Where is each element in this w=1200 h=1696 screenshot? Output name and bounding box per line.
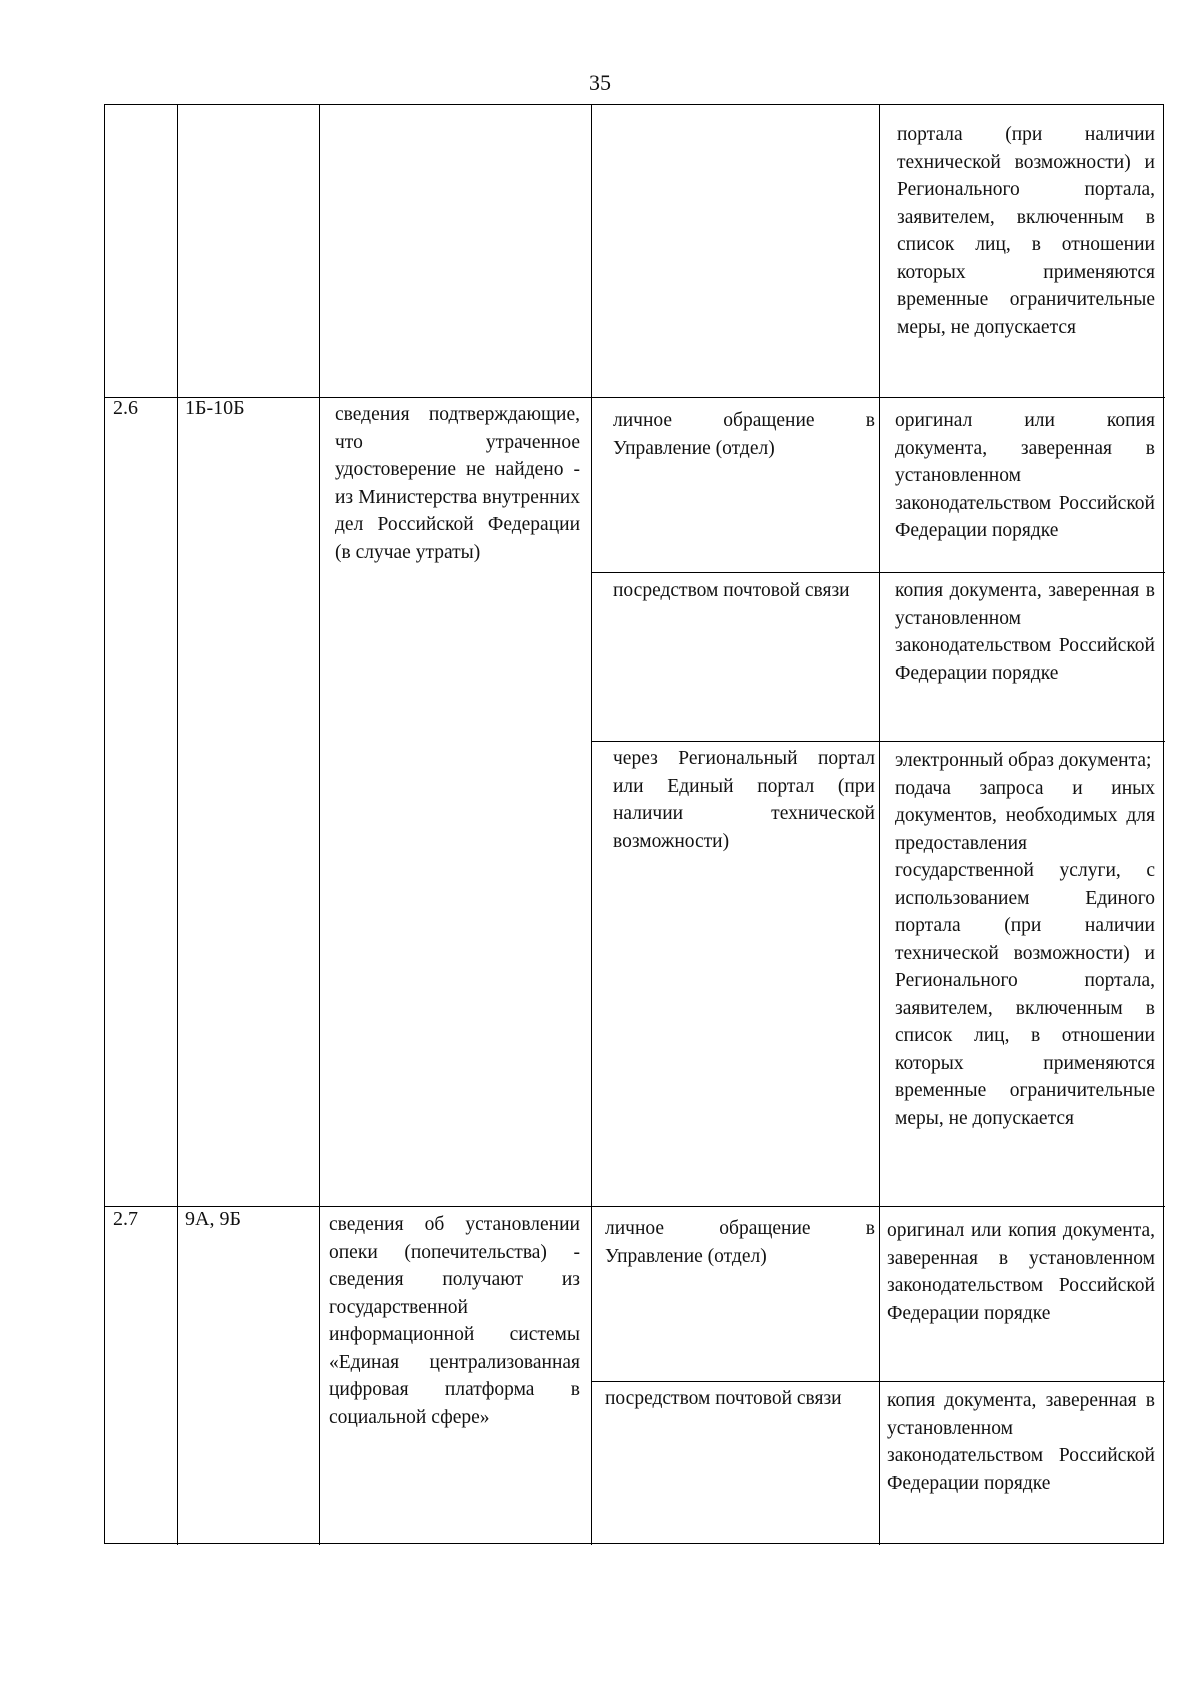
- table-cell-method: посредством почтовой связи: [605, 1388, 842, 1409]
- table-cell-method: через Региональный портал или Единый портал (при наличии технической возможности): [613, 748, 875, 852]
- document-code: 9А, 9Б: [185, 1208, 241, 1230]
- requirements-table: [104, 104, 1164, 1544]
- table-cell-info: сведения об установлении опеки (попечительства) - сведения получают из государственной информационной системы «Единая централизованная цифровая платформа в социальной сфере»: [329, 1214, 580, 1428]
- row-number: 2.6: [113, 397, 138, 419]
- table-cell-form: копия документа, заверенная в установленном законодательством Российской Федерации порядке: [887, 1390, 1155, 1494]
- table-cell-form: оригинал или копия документа, заверенная в установленном законодательством Российской Федерации порядке: [895, 410, 1155, 541]
- table-cell-form: [895, 747, 1155, 1132]
- table-cell-method: посредством почтовой связи: [613, 580, 850, 601]
- page-number: 35: [589, 70, 611, 95]
- column-divider: [591, 105, 592, 1545]
- table-cell-info: сведения подтверждающие, что утраченное удостоверение не найдено - из Министерства внутренних дел Российской Федерации (в случае утраты): [335, 404, 580, 563]
- form-line: подача запроса и иных документов, необходимых для предоставления государственной услуги, с использованием Единого портала (при наличии технической возможности) и Регионального портала, заявителем, включенным в список лиц, в отношении которых применяются временные ограничительные меры, не допускается: [895, 777, 1155, 1129]
- column-divider: [319, 105, 320, 1545]
- row-divider: [591, 1381, 1165, 1382]
- column-divider: [177, 105, 178, 1545]
- table-cell-method: личное обращение в Управление (отдел): [613, 410, 875, 459]
- row-divider: [591, 572, 1165, 573]
- row-number: 2.7: [113, 1208, 138, 1230]
- document-code: 1Б-10Б: [185, 397, 245, 419]
- column-divider: [879, 105, 880, 1545]
- row-divider: [591, 741, 1165, 742]
- table-cell-method: личное обращение в Управление (отдел): [605, 1218, 875, 1267]
- table-cell-form: копия документа, заверенная в установленном законодательством Российской Федерации порядке: [895, 580, 1155, 684]
- table-cell-form: портала (при наличии технической возможности) и Регионального портала, заявителем, включенным в список лиц, в отношении которых применяются временные ограничительные меры, не допускается: [897, 124, 1155, 338]
- form-line: электронный образ документа;: [895, 750, 1152, 771]
- table-cell-form: оригинал или копия документа, заверенная в установленном законодательством Российской Федерации порядке: [887, 1220, 1155, 1324]
